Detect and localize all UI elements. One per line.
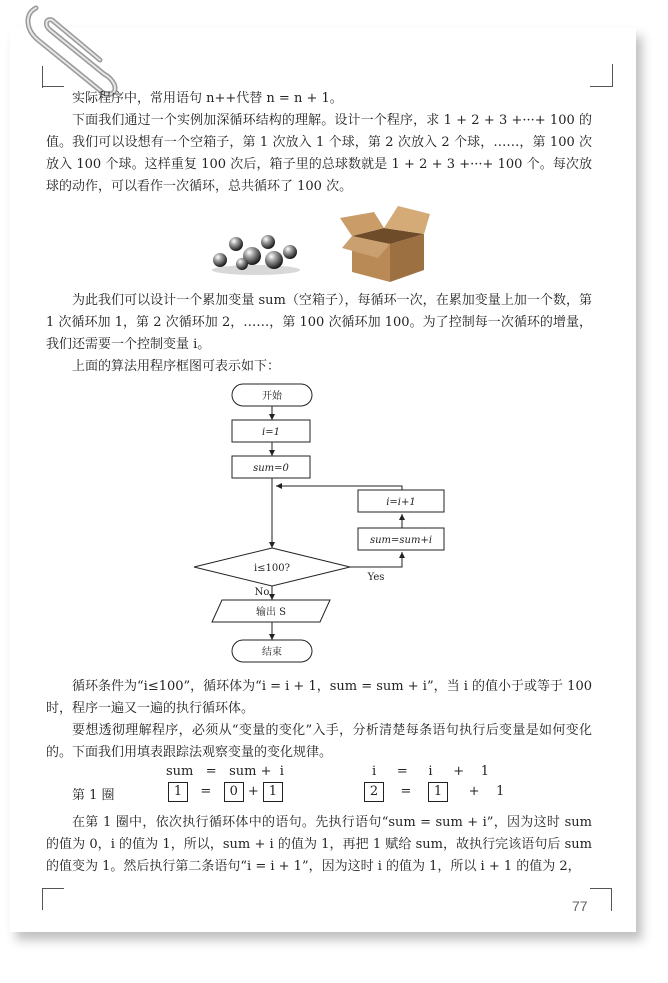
yes-label: Yes xyxy=(367,572,385,583)
paragraph-first-round: 在第 1 圈中，依次执行循环体中的语句。先执行语句“sum = sum + i”，因为这时 sum 的值为 0，i 的值为 1，所以，sum + i 的值为 1，再把 1 赋给 sum，故执行完该语句后 sum 的值变为 1。然后执行第二条语句“i = i + 1”，因为这时 i 的值为 1，所以 i + 1 的值为 2， xyxy=(46,815,592,874)
paragraph-sum-variable: 为此我们可以设计一个累加变量 sum（空箱子），每循环一次，在累加变量上加一个数，第 1 次循环加 1，第 2 次循环加 2，……，第 100 次循环加 100。为了控制每一次循环的增量，我们还需要一个控制变量 i。 xyxy=(46,293,592,352)
crop-mark-bottom-right xyxy=(590,888,612,911)
condition-label: i≤100? xyxy=(253,563,291,574)
paragraph-loop-condition: 循环条件为“i≤100”，循环体为“i = i + 1，sum = sum + i”，当 i 的值小于或等于 100 时，程序一遍又一遍的执行循环体。 xyxy=(46,679,592,716)
steel-balls-image xyxy=(206,226,306,276)
flowchart xyxy=(188,380,458,670)
inc-i-label: i=i+1 xyxy=(386,497,416,508)
start-label: 开始 xyxy=(262,391,282,402)
crop-mark-top-right xyxy=(590,64,613,87)
no-label: No xyxy=(254,587,270,598)
crop-mark-bottom-left xyxy=(42,888,65,910)
paragraph-trace-intro: 要想透彻理解程序，必须从“变量的变化”入手，分析清楚每条语句执行后变量是如何变化的。下面我们用填表跟踪法观察变量的变化规律。 xyxy=(46,723,592,760)
paragraph-flowchart-intro: 上面的算法用程序框图可表示如下： xyxy=(72,359,281,374)
cardboard-box-image xyxy=(338,200,434,284)
paperclip-icon xyxy=(14,0,124,100)
trace-row-right: 2 = 1 + 1 xyxy=(364,782,504,802)
output-label: 输出 S xyxy=(255,607,287,618)
page-number: 77 xyxy=(572,898,588,914)
add-sum-label: sum=sum+i xyxy=(369,535,433,546)
crop-mark-top-left xyxy=(42,66,65,88)
paragraph-intro: 实际程序中，常用语句 n++代替 n = n + 1。 xyxy=(72,91,343,106)
trace-row-left: 1 = 0 + 1 xyxy=(168,782,283,802)
paragraph-balls: 我们可以设想有一个空箱子，第 1 次放入 1 个球，第 2 次放入 2 个球，……，第 100 次放入 100 个球。这样重复 100 次后，箱子里的总球数就是 1 + 2 + 3 +···+ 100 个。每次放球的动作，可以看作一次循环，总共循环了 100 次。 xyxy=(46,135,592,194)
trace-header-right: i = i + 1 xyxy=(372,764,489,779)
end-label: 结束 xyxy=(262,647,282,658)
init-i-label: i=1 xyxy=(262,427,280,438)
trace-round-label: 第 1 圈 xyxy=(72,788,115,803)
trace-header-left: sum = sum + i xyxy=(166,764,284,779)
paragraph-example: 下面我们通过一个实例加深循环结构的理解。设计一个程序，求 1 + 2 + 3 +···+ 100 的值。 xyxy=(46,113,592,150)
init-sum-label: sum=0 xyxy=(253,463,289,474)
